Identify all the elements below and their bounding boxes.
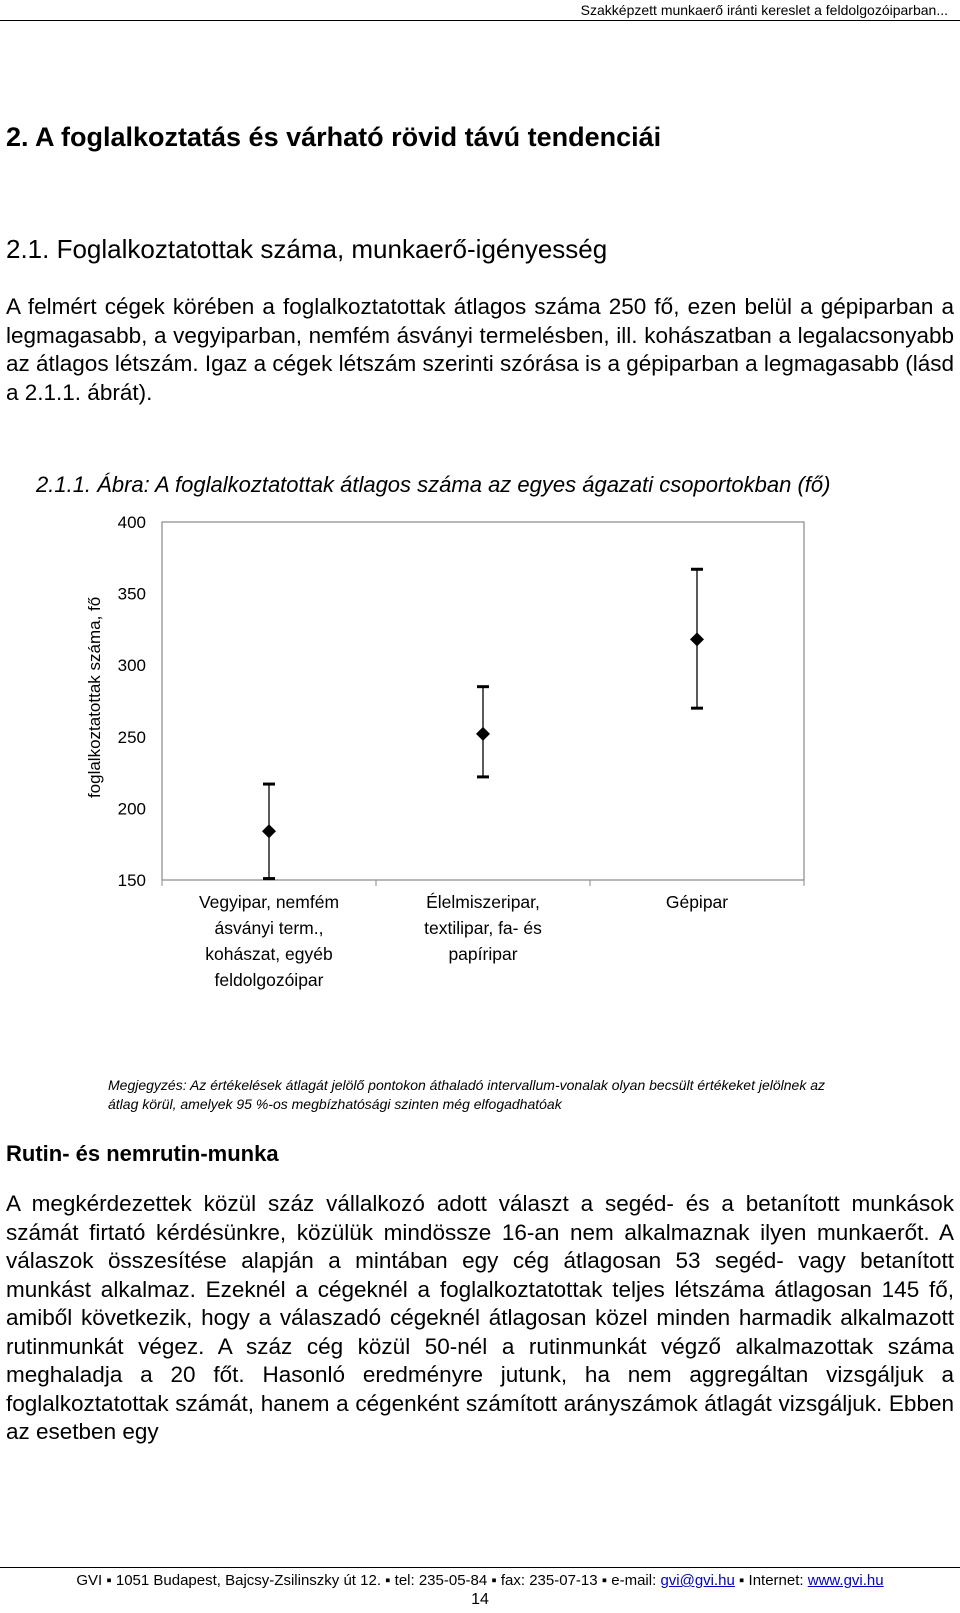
footer-address: GVI ▪ 1051 Budapest, Bajcsy-Zsilinszky út 12. ▪ tel: 235-05-84 ▪ fax: 235-07-13 ▪ e-mail:: [76, 1572, 661, 1589]
page-number: 14: [471, 1591, 489, 1608]
y-tick-label: 350: [117, 584, 146, 604]
x-category-label: textilipar, fa- és: [424, 918, 542, 938]
x-category-label: Gépipar: [665, 892, 729, 912]
chart-container: [0, 508, 960, 1028]
error-bar-chart: [0, 508, 960, 1028]
page-footer: [0, 1567, 960, 1609]
paragraph-1: A felmért cégek körében a foglalkoztatottak átlagos száma 250 fő, ezen belül a gépiparban a legmagasabb, a vegyiparban, nemfém ásványi termelésben, ill. kohászatban a legalacsonyabb az átlagos létszám. Igaz a cégek létszám szerinti szórása is a gépiparban a legmagasabb (lásd a 2.1.1. ábrát).: [6, 294, 954, 405]
y-tick-label: 200: [117, 799, 146, 819]
x-category-label: Vegyipar, nemfém: [198, 892, 340, 912]
x-category-label: Élelmiszeripar,: [426, 892, 540, 912]
paragraph-2: A megkérdezettek közül száz vállalkozó adott választ a segéd- és a betanított munkások számát firtató kérdésünkre, közülük mindössze 16-an nem alkalmaznak ilyen munkaerőt. A válaszok összesítése alapján a mintában egy cég átlagosan 53 segéd- vagy betanított munkást alkalmaz. Ezeknél a cégeknél a foglalkoztatottak teljes létszáma átlagosan 145 fő, amiből következik, hogy a válaszadó cégeknél átlagosan közel minden harmadik alkalmazott rutinmunkát végez. A száz cég közül 50-nél a rutinmunkát végző alkalmazottak száma meghaladja a 20 főt. Hasonló eredményre jutunk, ha nem aggregáltan vizsgáljuk a foglalkoztatottak számát, hanem a cégenként számított arányszámok átlagát vizsgáljuk. Ebben az esetben egy: [6, 1191, 954, 1444]
mean-marker-diamond: [690, 632, 704, 646]
section-title: 2. A foglalkoztatás és várható rövid távú tendenciái: [6, 122, 662, 152]
mean-marker-diamond: [476, 727, 490, 741]
running-header: [0, 0, 960, 21]
running-title: Szakképzett munkaerő iránti kereslet a feldolgozóiparban...: [580, 2, 948, 18]
x-category-label: ásványi term.,: [214, 918, 324, 938]
mean-marker-diamond: [262, 824, 276, 838]
footer-email-link[interactable]: gvi@gvi.hu: [660, 1572, 735, 1589]
x-category-label: feldolgozóipar: [214, 970, 324, 990]
figure-note: Megjegyzés: Az értékelések átlagát jelölő pontokon áthaladó intervallum-vonalak olyan becsült értékeket jelölnek az átlag körül, amelyek 95 %-os megbízhatósági szinten még elfogadhatóak: [108, 1077, 826, 1112]
y-axis-label: foglalkoztatottak száma, fő: [85, 596, 104, 799]
x-category-label: papíripar: [448, 944, 518, 964]
y-tick-label: 400: [117, 513, 146, 532]
y-tick-label: 150: [117, 871, 146, 890]
y-tick-label: 300: [117, 656, 146, 676]
figure-caption: 2.1.1. Ábra: A foglalkoztatottak átlagos száma az egyes ágazati csoportokban (fő): [36, 472, 831, 497]
footer-contact: [0, 1572, 960, 1589]
subheading-routine-work: Rutin- és nemrutin-munka: [6, 1141, 279, 1166]
subsection-title: 2.1. Foglalkoztatottak száma, munkaerő-igényesség: [6, 234, 608, 264]
x-category-label: kohászat, egyéb: [205, 944, 333, 964]
footer-internet-label: ▪ Internet:: [734, 1572, 808, 1589]
footer-website-link[interactable]: www.gvi.hu: [807, 1572, 884, 1589]
y-tick-label: 250: [117, 727, 146, 747]
